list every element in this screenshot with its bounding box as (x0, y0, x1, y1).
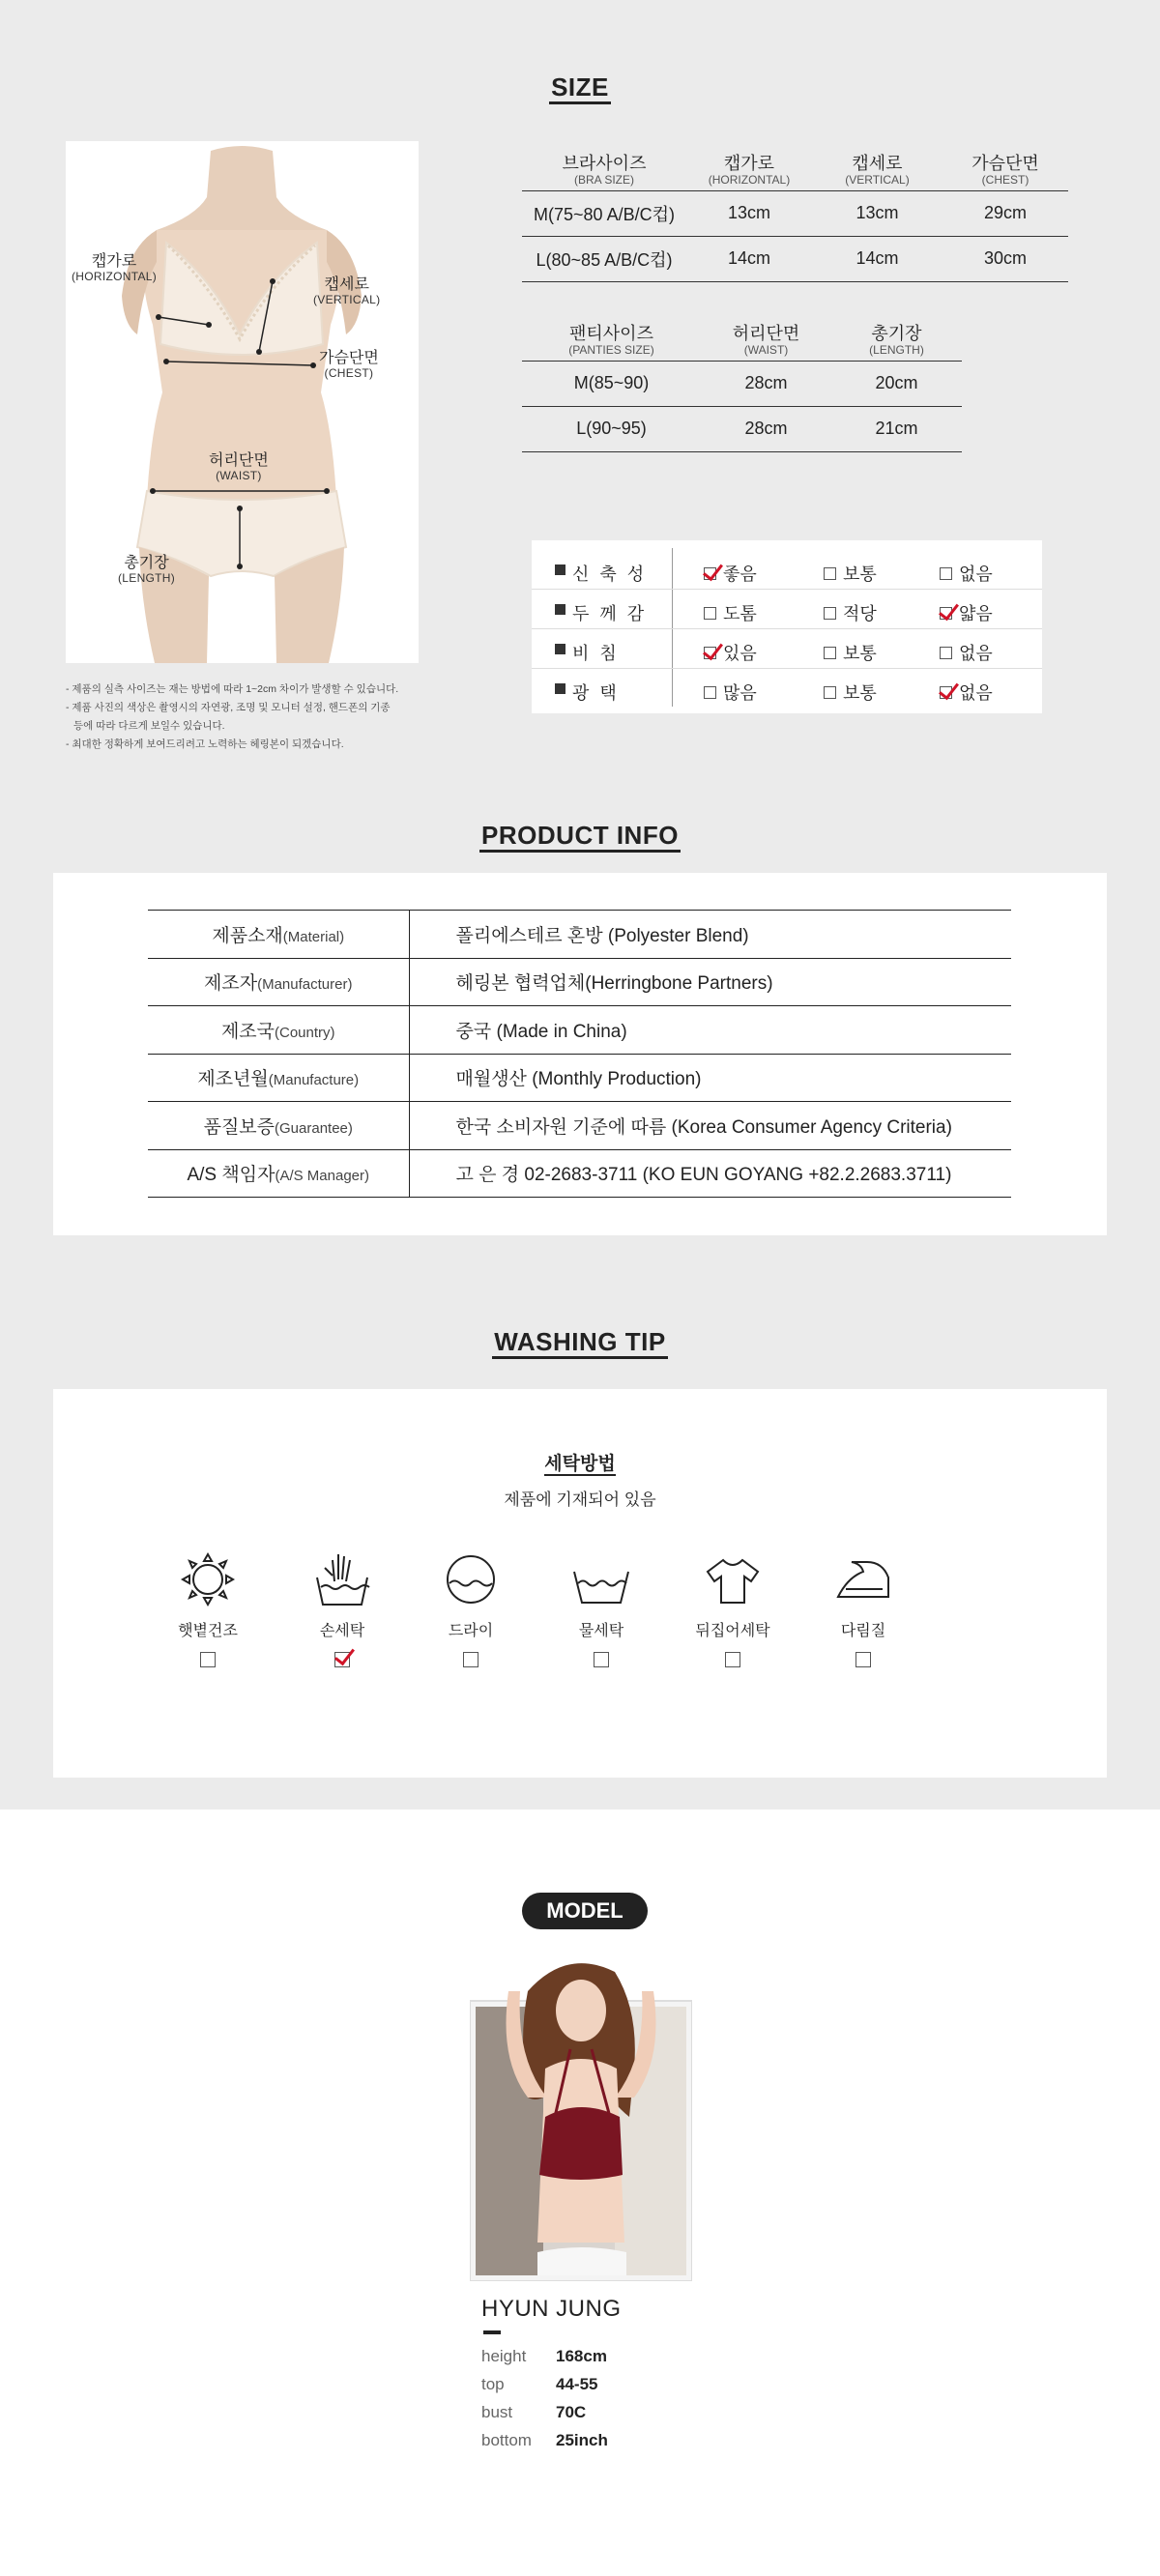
feel-option-label: 적당 (843, 604, 877, 623)
note-line: - 제품의 실측 사이즈는 재는 방법에 따라 1~2cm 차이가 발생할 수 있습니다. (66, 683, 399, 695)
chest-label: 가슴단면 (CHEST) (319, 350, 379, 380)
info-key-ko: 품질보증 (203, 1116, 276, 1138)
table-row (148, 911, 1011, 959)
checked-checkbox-icon[interactable] (704, 567, 716, 580)
info-key-ko: 제조국 (220, 1021, 276, 1042)
table-row (522, 236, 1068, 281)
info-key-en: (A/S Manager) (275, 1168, 369, 1185)
bra-size-table (522, 155, 1068, 282)
table-row (148, 1102, 1011, 1150)
table-cell: L(80~85 A/B/C컵) (522, 236, 686, 281)
panty-header-size: 팬티사이즈 (PANTIES SIZE) (522, 325, 701, 361)
wash-item-label: 햇볕건조 (178, 1623, 238, 1639)
feel-row (532, 550, 1042, 590)
info-key-en: (Guarantee) (275, 1119, 353, 1137)
feel-option-label: 도톰 (723, 604, 757, 623)
size-figure (66, 141, 419, 663)
info-key-en: (Manufacture) (268, 1072, 360, 1089)
panty-header-waist: 허리단면 (WAIST) (701, 325, 831, 361)
feel-option[interactable] (940, 680, 993, 705)
hand-wash-icon (311, 1548, 373, 1610)
feel-option[interactable] (940, 640, 993, 665)
feel-option[interactable] (704, 561, 757, 586)
square-bullet-icon (555, 683, 566, 694)
feel-option-label: 보통 (843, 564, 877, 584)
info-key (148, 958, 409, 1006)
info-value: 중국 (Made in China) (409, 1006, 1011, 1055)
table-cell: 21cm (831, 406, 962, 451)
sun-dry-icon (177, 1548, 239, 1610)
length-label: 총기장 (LENGTH) (118, 555, 176, 585)
info-key (148, 1102, 409, 1150)
model-stat-row (481, 2403, 586, 2422)
info-key-en: (Manufacturer) (257, 976, 353, 994)
mannequin-illustration (66, 141, 419, 663)
table-cell: 13cm (812, 190, 942, 236)
table-row (522, 190, 1068, 236)
feel-name (572, 640, 620, 665)
feel-row (532, 629, 1042, 669)
feel-option[interactable] (824, 561, 877, 586)
checkbox-icon[interactable] (824, 647, 836, 659)
wash-item (413, 1548, 529, 1667)
square-bullet-icon (555, 564, 566, 575)
note-line: - 최대한 정확하게 보여드리려고 노력하는 헤링본이 되겠습니다. (66, 738, 344, 750)
checkbox-icon[interactable] (940, 567, 952, 580)
bra-header-chest: 가슴단면 (CHEST) (942, 155, 1068, 190)
info-key (148, 1006, 409, 1055)
table-row (148, 1006, 1011, 1055)
washing-panel (53, 1389, 1107, 1778)
feel-name (572, 561, 647, 586)
checkbox-icon[interactable] (824, 567, 836, 580)
model-stat-value: 44-55 (556, 2375, 598, 2393)
info-value: 한국 소비자원 기준에 따름 (Korea Consumer Agency Criteria) (409, 1102, 1011, 1150)
feel-name-text: 비 침 (572, 644, 620, 663)
model-stat-row (481, 2431, 608, 2450)
wash-item-label: 손세탁 (319, 1623, 365, 1639)
info-key-en: (Country) (275, 1024, 335, 1041)
info-key-ko: 제조자 (204, 973, 258, 995)
table-row (522, 361, 962, 406)
checkbox-icon[interactable] (940, 647, 952, 659)
iron-icon (832, 1548, 894, 1610)
table-cell: M(75~80 A/B/C컵) (522, 190, 686, 236)
feel-option-label: 없음 (959, 564, 993, 584)
info-key-ko: 제품소재 (212, 925, 283, 946)
feel-name-text: 두 께 감 (572, 604, 648, 623)
checkbox-icon[interactable] (200, 1652, 216, 1667)
table-cell: 28cm (701, 406, 831, 451)
feel-name (572, 600, 647, 625)
feel-option[interactable] (704, 680, 757, 705)
product-info-table (148, 910, 1011, 1198)
model-stat-key: bottom (481, 2431, 532, 2449)
size-section-title: SIZE (0, 72, 1160, 104)
table-cell: L(90~95) (522, 406, 701, 451)
feel-option-label: 없음 (959, 683, 993, 703)
feel-name-text: 신 축 성 (572, 564, 648, 584)
note-line: 등에 따라 다르게 보일수 있습니다. (73, 720, 225, 732)
table-cell: M(85~90) (522, 361, 701, 406)
bra-header-vertical: 캡세로 (VERTICAL) (812, 155, 942, 190)
wash-item (805, 1548, 921, 1667)
model-name-underline (483, 2330, 501, 2334)
info-key-ko: A/S 책임자 (187, 1165, 276, 1186)
info-value: 폴리에스테르 혼방 (Polyester Blend) (409, 911, 1011, 959)
checked-checkbox-icon[interactable] (334, 1652, 350, 1667)
feel-option-label: 보통 (843, 644, 877, 663)
note-line: - 제품 사진의 색상은 촬영시의 자연광, 조명 및 모니터 설정, 핸드폰의 기종 (66, 702, 391, 713)
feel-option-label: 좋음 (723, 564, 757, 584)
checkbox-icon[interactable] (594, 1652, 609, 1667)
wash-item-label: 드라이 (448, 1623, 494, 1639)
model-name: HYUN JUNG (481, 2296, 622, 2322)
machine-wash-icon (570, 1548, 632, 1610)
table-row (148, 1149, 1011, 1198)
feel-option[interactable] (704, 640, 757, 665)
feel-option[interactable] (824, 600, 877, 625)
feel-option-label: 많음 (723, 683, 757, 703)
square-bullet-icon (555, 604, 566, 615)
model-stat-row (481, 2375, 597, 2394)
model-stat-value: 168cm (556, 2347, 607, 2365)
table-row (148, 958, 1011, 1006)
wash-item-label: 뒤집어세탁 (695, 1623, 770, 1639)
info-value: 매월생산 (Monthly Production) (409, 1054, 1011, 1102)
info-key-en: (Material) (282, 928, 345, 945)
table-cell: 13cm (686, 190, 812, 236)
inside-out-wash-icon (702, 1548, 764, 1610)
feel-option-label: 있음 (723, 644, 757, 663)
model-stat-key: bust (481, 2403, 513, 2421)
model-badge: MODEL (522, 1893, 648, 1929)
model-stat-row (481, 2347, 607, 2366)
wash-item (150, 1548, 266, 1667)
info-key (148, 911, 409, 959)
feel-option[interactable] (940, 600, 993, 625)
table-cell: 14cm (812, 236, 942, 281)
checkbox-icon[interactable] (824, 686, 836, 699)
checkbox-icon[interactable] (704, 607, 716, 620)
product-info-title: PRODUCT INFO (0, 821, 1160, 853)
info-value: 헤링본 협력업체(Herringbone Partners) (409, 958, 1011, 1006)
panty-header-length: 총기장 (LENGTH) (831, 325, 962, 361)
wash-item-label: 물세탁 (578, 1623, 624, 1639)
feel-option[interactable] (824, 640, 877, 665)
model-stat-value: 70C (556, 2403, 587, 2421)
feel-option[interactable] (704, 600, 757, 625)
wash-method-subtitle: 제품에 기재되어 있음 (504, 1491, 656, 1509)
wash-item (284, 1548, 400, 1667)
cup-height-label: 캡세로 (VERTICAL) (313, 276, 381, 306)
checked-checkbox-icon[interactable] (940, 607, 952, 620)
cup-width-label: 캡가로 (HORIZONTAL) (72, 253, 158, 283)
wash-item (543, 1548, 659, 1667)
dry-clean-icon (440, 1548, 502, 1610)
checkbox-icon[interactable] (824, 607, 836, 620)
table-cell: 20cm (831, 361, 962, 406)
checkbox-icon[interactable] (856, 1652, 871, 1667)
product-info-panel (53, 873, 1107, 1235)
square-bullet-icon (555, 644, 566, 654)
checkbox-icon[interactable] (725, 1652, 740, 1667)
waist-label: 허리단면 (WAIST) (209, 452, 269, 482)
table-cell: 28cm (701, 361, 831, 406)
checkbox-icon[interactable] (463, 1652, 478, 1667)
table-cell: 29cm (942, 190, 1068, 236)
wash-item-label: 다림질 (840, 1623, 886, 1639)
wash-method-title: 세탁방법 (544, 1454, 616, 1474)
model-stat-value: 25inch (556, 2431, 608, 2449)
panty-size-table (522, 325, 962, 452)
feel-option[interactable] (824, 680, 877, 705)
feel-row (532, 669, 1042, 709)
washing-tip-title: WASHING TIP (0, 1327, 1160, 1359)
table-row (148, 1054, 1011, 1102)
info-value: 고 은 경 02-2683-3711 (KO EUN GOYANG +82.2.2683.3711) (409, 1149, 1011, 1198)
feel-option-label: 없음 (959, 644, 993, 663)
feel-option[interactable] (940, 561, 993, 586)
model-stat-key: height (481, 2347, 527, 2365)
bra-header-horizontal: 캡가로 (HORIZONTAL) (686, 155, 812, 190)
feel-name-text: 광 택 (572, 683, 620, 703)
model-photo (470, 1953, 692, 2281)
feel-option-label: 얇음 (959, 604, 993, 623)
fabric-feel-chart (532, 540, 1042, 713)
info-key (148, 1149, 409, 1198)
feel-name (572, 680, 620, 705)
checked-checkbox-icon[interactable] (940, 686, 952, 699)
info-key-ko: 제조년월 (197, 1069, 269, 1090)
info-key (148, 1054, 409, 1102)
size-notes (66, 680, 433, 754)
checked-checkbox-icon[interactable] (704, 647, 716, 659)
checkbox-icon[interactable] (704, 686, 716, 699)
model-stat-key: top (481, 2375, 505, 2393)
wash-item (675, 1548, 791, 1667)
table-cell: 30cm (942, 236, 1068, 281)
table-row (522, 406, 962, 451)
feel-row (532, 590, 1042, 629)
table-cell: 14cm (686, 236, 812, 281)
bra-header-size: 브라사이즈 (BRA SIZE) (522, 155, 686, 190)
feel-option-label: 보통 (843, 683, 877, 703)
